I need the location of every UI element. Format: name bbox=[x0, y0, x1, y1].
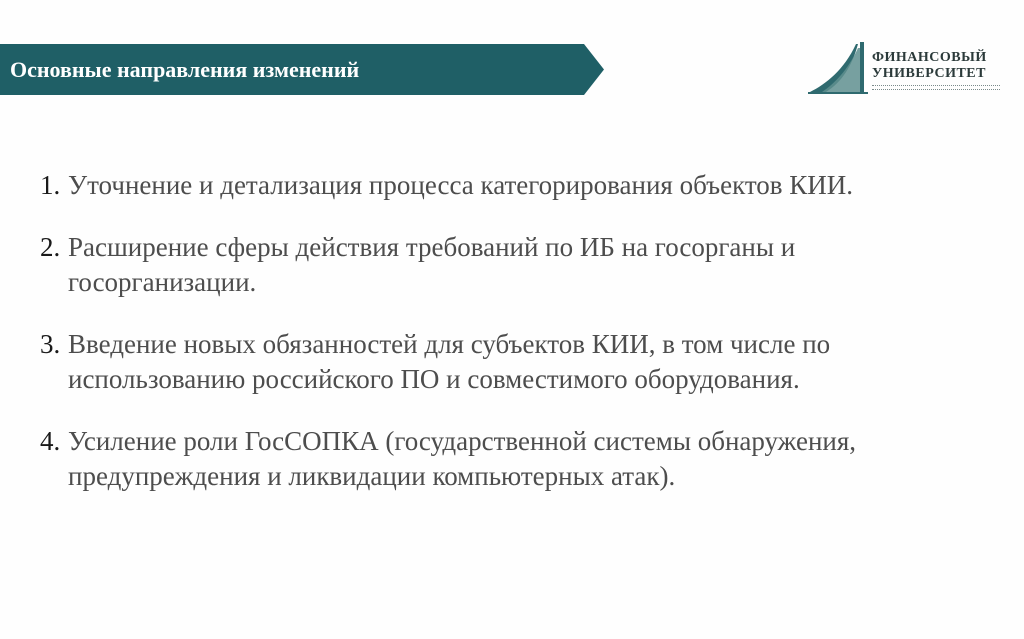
stylized-building-spire-icon bbox=[808, 40, 870, 96]
list-item-text: Введение новых обязанностей для субъектов КИИ, в том числе по использованию российского ПО и совместимого оборудования. bbox=[68, 329, 831, 394]
logo-subtitle-line bbox=[872, 85, 1000, 90]
list-item-number: 2. bbox=[40, 232, 61, 262]
logo-text-line2: УНИВЕРСИТЕТ bbox=[872, 66, 986, 81]
logo-text-line1: ФИНАНСОВЫЙ bbox=[872, 50, 987, 65]
list-item-text: Уточнение и детализация процесса категорирования объектов КИИ. bbox=[68, 170, 854, 200]
list-item-number: 1. bbox=[40, 170, 61, 200]
list-item bbox=[40, 327, 990, 397]
university-logo bbox=[808, 40, 1008, 96]
list-item bbox=[40, 230, 990, 300]
page-title: Основные направления изменений bbox=[10, 57, 360, 82]
list-item-text: Усиление роли ГосСОПКА (государственной системы обнаружения, предупреждения и ликвидации компьютерных атак). bbox=[68, 426, 857, 491]
list-item-text: Расширение сферы действия требований по ИБ на госорганы и госорганизации. bbox=[68, 232, 796, 297]
list-item bbox=[40, 168, 990, 203]
list-item-number: 4. bbox=[40, 426, 61, 456]
changes-list bbox=[40, 168, 990, 521]
title-banner bbox=[0, 44, 604, 95]
list-item bbox=[40, 424, 990, 494]
list-item-number: 3. bbox=[40, 329, 61, 359]
